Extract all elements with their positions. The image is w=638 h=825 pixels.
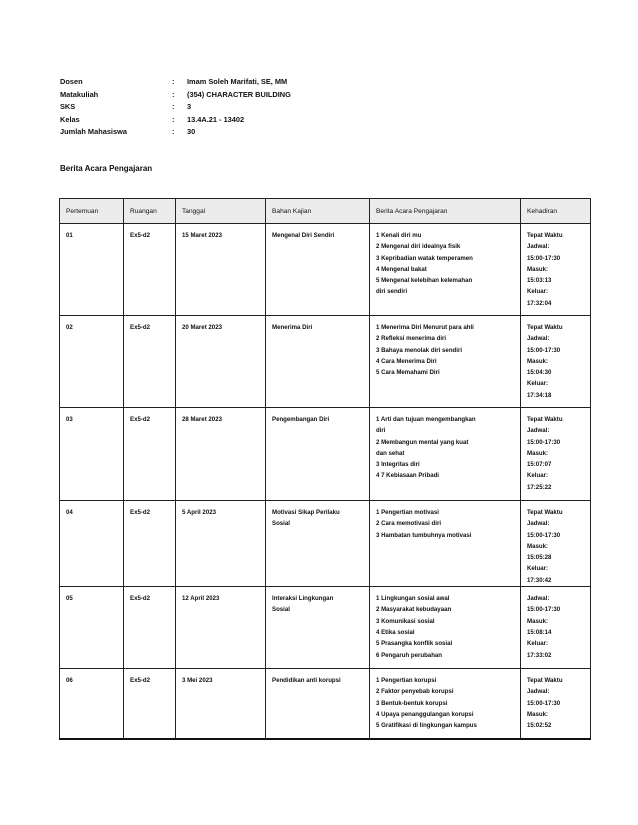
kehadiran-line: 15:05:28 <box>527 554 552 562</box>
kehadiran-line: Keluar: <box>527 472 548 480</box>
kehadiran-line: Tepat Waktu <box>527 416 563 423</box>
ruangan-value: Ex5-d2 <box>130 324 150 331</box>
kehadiran-line: Keluar: <box>527 288 548 296</box>
info-label: Matakuliah <box>60 89 99 99</box>
pertemuan-cell <box>60 501 124 587</box>
berita-acara-line: 3 Bentuk-bentuk korupsi <box>376 699 448 707</box>
info-label: Kelas <box>60 114 80 124</box>
bahan-kajian-cell <box>266 408 370 501</box>
kehadiran-line: Jadwal: <box>527 520 550 528</box>
berita-acara-line: 2 Masyarakat kebudayaan <box>376 606 452 614</box>
kehadiran-cell <box>521 224 591 316</box>
berita-acara-line: 5 Mengenal kelebihan kelemahan <box>376 277 473 285</box>
table-row <box>60 587 591 669</box>
pertemuan-cell <box>60 587 124 669</box>
kehadiran-line: 15:08:14 <box>527 628 552 636</box>
kehadiran-cell <box>521 669 591 739</box>
teaching-report-table <box>59 198 591 740</box>
kehadiran-line: 15:00-17:30 <box>527 254 561 262</box>
kehadiran-line: Jadwal: <box>527 427 550 435</box>
berita-acara-line: diri <box>376 427 386 435</box>
pertemuan-value: 02 <box>66 324 73 331</box>
berita-acara-line: 1 Pengertian korupsi <box>376 677 437 685</box>
table-row <box>60 224 591 316</box>
berita-acara-line: 1 Pengertian motivasi <box>376 509 439 516</box>
bahan-kajian-line: Sosial <box>272 520 290 528</box>
kehadiran-line: Masuk: <box>527 617 548 625</box>
bahan-kajian-cell <box>266 587 370 669</box>
header-pertemuan: Pertemuan <box>60 199 124 224</box>
berita-acara-line: 1 Lingkungan sosial awal <box>376 595 450 603</box>
header-berita-acara: Berita Acara Pengajaran <box>370 199 521 224</box>
info-value-kelas: 13.4A.21 - 13402 <box>187 114 245 124</box>
bahan-kajian-cell <box>266 669 370 739</box>
pertemuan-cell <box>60 224 124 316</box>
info-value-matakuliah: (354) CHARACTER BUILDING <box>187 89 291 99</box>
kehadiran-line: Jadwal: <box>527 335 550 343</box>
kehadiran-line: 17:33:02 <box>527 651 552 659</box>
kehadiran-line: Jadwal: <box>527 243 550 251</box>
pertemuan-value: 06 <box>66 677 73 685</box>
berita-acara-line: 1 Menerima Diri Menurut para ahli <box>376 324 474 331</box>
bahan-kajian-line: Pendidikan anti korupsi <box>272 677 341 685</box>
berita-acara-cell <box>370 408 521 501</box>
berita-acara-line: 2 Mengenal diri idealnya fisik <box>376 243 461 251</box>
berita-acara-line: 5 Prasangka konflik sosial <box>376 640 453 648</box>
kehadiran-line: 15:00-17:30 <box>527 438 561 446</box>
berita-acara-line: diri sendiri <box>376 288 408 296</box>
header-ruangan: Ruangan <box>124 199 176 224</box>
kehadiran-line: Masuk: <box>527 357 548 365</box>
kehadiran-line: Tepat Waktu <box>527 324 563 331</box>
kehadiran-line: 17:25:22 <box>527 483 552 491</box>
berita-acara-line: 3 Bahaya menolak diri sendiri <box>376 346 463 354</box>
kehadiran-line: Masuk: <box>527 265 548 273</box>
kehadiran-line: Tepat Waktu <box>527 509 563 516</box>
info-separator: : <box>172 89 175 99</box>
info-label: Jumlah Mahasiswa <box>60 127 127 137</box>
tanggal-value: 5 April 2023 <box>182 509 216 516</box>
berita-acara-line: 5 Cara Memahami Diri <box>376 369 440 377</box>
bahan-kajian-line: Pengembangan Diri <box>272 416 330 423</box>
info-row-matakuliah <box>60 89 291 102</box>
tanggal-value: 28 Maret 2023 <box>182 416 222 423</box>
kehadiran-line: Masuk: <box>527 449 548 457</box>
berita-acara-line: 4 7 Kebiasaan Pribadi <box>376 472 439 480</box>
berita-acara-line: 2 Membangun mental yang kuat <box>376 438 469 446</box>
pertemuan-cell <box>60 669 124 739</box>
kehadiran-line: Keluar: <box>527 565 548 573</box>
section-title: Berita Acara Pengajaran <box>60 164 153 173</box>
berita-acara-cell <box>370 501 521 587</box>
berita-acara-line: 4 Upaya penanggulangan korupsi <box>376 710 474 718</box>
course-info <box>60 76 291 139</box>
berita-acara-line: 1 Kenali diri mu <box>376 232 422 239</box>
berita-acara-line: 4 Mengenal bakat <box>376 265 427 273</box>
pertemuan-cell <box>60 408 124 501</box>
kehadiran-line: Jadwal: <box>527 595 550 603</box>
header-bahan-kajian: Bahan Kajian <box>266 199 370 224</box>
table-row <box>60 316 591 408</box>
berita-acara-cell <box>370 587 521 669</box>
table-row <box>60 501 591 587</box>
tanggal-cell <box>176 587 266 669</box>
kehadiran-line: 15:03:13 <box>527 277 552 285</box>
tanggal-cell <box>176 224 266 316</box>
berita-acara-cell <box>370 316 521 408</box>
info-row-jumlah <box>60 126 291 139</box>
bahan-kajian-cell <box>266 316 370 408</box>
tanggal-value: 3 Mei 2023 <box>182 677 213 685</box>
ruangan-value: Ex5-d2 <box>130 232 150 239</box>
berita-acara-line: dan sehat <box>376 449 405 457</box>
info-separator: : <box>172 114 175 124</box>
kehadiran-line: 15:00-17:30 <box>527 699 561 707</box>
info-value-jumlah: 30 <box>187 127 196 137</box>
pertemuan-value: 03 <box>66 416 73 423</box>
table-row <box>60 669 591 739</box>
pertemuan-value: 01 <box>66 232 73 239</box>
kehadiran-line: 15:00-17:30 <box>527 531 561 539</box>
ruangan-value: Ex5-d2 <box>130 509 150 516</box>
info-label: Dosen <box>60 77 83 86</box>
ruangan-value: Ex5-d2 <box>130 677 150 685</box>
kehadiran-line: 17:30:42 <box>527 576 552 584</box>
berita-acara-line: 3 Kepribadian watak temperamen <box>376 254 473 262</box>
table-row <box>60 408 591 501</box>
kehadiran-line: 15:07:07 <box>527 461 552 469</box>
berita-acara-line: 3 Komunikasi sosial <box>376 617 435 625</box>
tanggal-cell <box>176 501 266 587</box>
berita-acara-line: 5 Gratifikasi di lingkungan kampus <box>376 722 477 730</box>
kehadiran-line: Keluar: <box>527 640 548 648</box>
tanggal-value: 20 Maret 2023 <box>182 324 222 331</box>
berita-acara-cell <box>370 224 521 316</box>
kehadiran-line: Masuk: <box>527 542 548 550</box>
pertemuan-value: 04 <box>66 509 73 516</box>
kehadiran-cell <box>521 408 591 501</box>
berita-acara-line: 1 Arti dan tujuan mengembangkan <box>376 416 476 423</box>
info-value-dosen: Imam Soleh Marifati, SE, MM <box>187 77 288 86</box>
kehadiran-line: 15:00-17:30 <box>527 346 561 354</box>
ruangan-cell <box>124 224 176 316</box>
kehadiran-line: 17:34:18 <box>527 391 552 399</box>
kehadiran-line: 15:02:52 <box>527 722 552 730</box>
bahan-kajian-cell <box>266 501 370 587</box>
info-row-dosen <box>60 76 291 89</box>
berita-acara-line: 4 Cara Menerima Diri <box>376 357 437 365</box>
ruangan-value: Ex5-d2 <box>130 416 150 423</box>
info-separator: : <box>172 102 175 112</box>
tanggal-value: 12 April 2023 <box>182 595 220 603</box>
bahan-kajian-line: Menerima Diri <box>272 324 313 331</box>
kehadiran-line: 15:00-17:30 <box>527 606 561 614</box>
info-separator: : <box>172 127 175 137</box>
ruangan-cell <box>124 408 176 501</box>
ruangan-value: Ex5-d2 <box>130 595 150 603</box>
kehadiran-line: Masuk: <box>527 710 548 718</box>
berita-acara-line: 3 Hambatan tumbuhnya motivasi <box>376 531 472 539</box>
pertemuan-value: 05 <box>66 595 73 603</box>
kehadiran-line: Keluar: <box>527 380 548 388</box>
info-value-sks: 3 <box>187 102 192 112</box>
tanggal-value: 15 Maret 2023 <box>182 232 222 239</box>
tanggal-cell <box>176 408 266 501</box>
berita-acara-line: 3 Integritas diri <box>376 461 420 469</box>
bahan-kajian-cell <box>266 224 370 316</box>
bahan-kajian-line: Sosial <box>272 606 290 614</box>
bahan-kajian-line: Motivasi Sikap Perilaku <box>272 509 340 516</box>
berita-acara-line: 6 Pengaruh perubahan <box>376 651 443 659</box>
bahan-kajian-line: Mengenal Diri Sendiri <box>272 232 335 239</box>
kehadiran-line: Tepat Waktu <box>527 232 563 239</box>
info-row-kelas <box>60 114 291 127</box>
berita-acara-line: 2 Faktor penyebab korupsi <box>376 688 454 696</box>
berita-acara-line: 4 Etika sosial <box>376 628 415 636</box>
info-row-sks <box>60 101 291 114</box>
berita-acara-line: 2 Cara memotivasi diri <box>376 520 442 528</box>
ruangan-cell <box>124 316 176 408</box>
kehadiran-cell <box>521 316 591 408</box>
ruangan-cell <box>124 501 176 587</box>
berita-acara-line: 2 Refleksi menerima diri <box>376 335 447 343</box>
kehadiran-line: Tepat Waktu <box>527 677 563 685</box>
bahan-kajian-line: Interaksi Lingkungan <box>272 595 334 603</box>
header-tanggal: Tanggal <box>176 199 266 224</box>
ruangan-cell <box>124 587 176 669</box>
kehadiran-line: 15:04:30 <box>527 369 552 377</box>
tanggal-cell <box>176 669 266 739</box>
kehadiran-line: 17:32:04 <box>527 299 552 307</box>
info-separator: : <box>172 77 175 86</box>
ruangan-cell <box>124 669 176 739</box>
kehadiran-cell <box>521 501 591 587</box>
kehadiran-line: Jadwal: <box>527 688 550 696</box>
berita-acara-cell <box>370 669 521 739</box>
table-header-row <box>60 199 591 224</box>
pertemuan-cell <box>60 316 124 408</box>
tanggal-cell <box>176 316 266 408</box>
header-kehadiran: Kehadiran <box>521 199 591 224</box>
info-label: SKS <box>60 102 76 112</box>
kehadiran-cell <box>521 587 591 669</box>
